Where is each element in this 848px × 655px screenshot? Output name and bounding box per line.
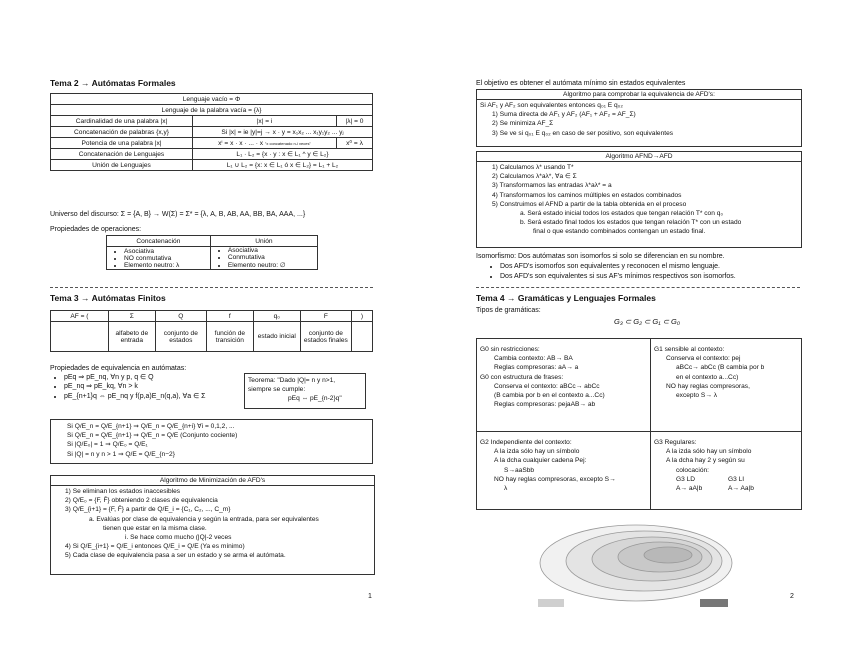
union-header: Unión (210, 236, 317, 247)
afnd-step: b. Será estado final todos los estados que tengan relación T* con un estado (520, 219, 742, 227)
list-item: • NO conmutativa (124, 255, 207, 262)
tema4-title: Tema 4 → Gramáticas y Lenguajes Formales (476, 293, 656, 303)
min-step: i. Se hace como mucho (|Q|-2 veces (125, 534, 232, 542)
cociente-box (50, 419, 373, 464)
min-step: 4) Si Q/E_{i+1} = Q/E_i entonces Q/E_i = Q/E (Ya es mínimo) (65, 543, 245, 551)
g1-line: excepto S→ λ (676, 392, 718, 400)
list-item: • Elemento neutro: ∅ (228, 261, 314, 269)
isomorfismo-list (486, 262, 736, 282)
teorema-line: siempre se cumple: (248, 386, 306, 394)
universo-discurso: Universo del discurso: Σ = {A, B} → W(Σ) = Σ* = {λ, A, B, AB, AA, BB, BA, AAA, ...} (50, 211, 306, 218)
af-head: Σ (108, 311, 155, 322)
eq-list (50, 373, 206, 401)
tema2-title: Tema 2 → Autómatas Formales (50, 78, 176, 88)
g1-line: en el contexto a...Cc) (676, 373, 739, 381)
g1-cell (651, 339, 801, 432)
list-item: • Dos AFD's son equivalentes si sus AF's mínimos respectivos son isomorfos. (500, 272, 736, 282)
gramatica-chain: G₃ ⊂ G₂ ⊂ G₁ ⊂ G₀ (614, 317, 681, 326)
g3-line: G3 Regulares: (654, 439, 697, 446)
list-item: • pE_nq ⇒ pE_kq, ∀n > k (64, 382, 206, 391)
page-number: 2 (790, 593, 794, 600)
objetivo: El objetivo es obtener el autómata mínimo sin estados equivalentes (476, 80, 686, 87)
page-number: 1 (368, 593, 372, 600)
eq-step: 3) Se ve si q₀₁ E q₀₂ en caso de ser positivo, son equivalentes (492, 129, 674, 137)
af-head: AF = ( (51, 311, 109, 322)
eq-step: 1) Suma directa de AF₁ y AF₂ (AF₁ + AF₂ = AF_Σ) (492, 111, 636, 119)
potencia-val: xⁱ = x · x · ... · x (218, 140, 264, 147)
minimizacion-box (50, 475, 375, 575)
potencia-note: "x concatenado n-i veces" (264, 141, 311, 146)
g3-li-rule: A→ Aa|b (728, 485, 754, 493)
afnd-step: a. Será estado inicial todos los estados que tengan relación T* con q₀ (520, 210, 724, 218)
chomsky-hierarchy-image (536, 515, 736, 610)
g0-line: G0 sin restricciones: (480, 346, 540, 353)
min-step: a. Evalúas por clase de equivalencia y según la entrada, para ser equivalentes (89, 515, 319, 523)
union-val: L₁ ∪ L₂ = {x: x ∈ L₁ ó x ∈ L₂} = L₁ + L₂ (193, 160, 373, 171)
divider (50, 287, 373, 288)
concat-lenguajes-val: L₁ · L₂ = {x · y : x ∈ L₁ ^ y ∈ L₂} (193, 149, 373, 160)
concat-lenguajes-label: Concatenación de Lenguajes (51, 149, 193, 160)
minimizacion-title: Algoritmo de Minimización de AFD's (51, 476, 374, 486)
equivalencia-title: Algoritmo para comprobar la equivalencia de AFD's: (477, 90, 801, 100)
g2-line: A la dcha cualquier cadena Pej: (494, 457, 587, 465)
list-item: • Asociativa (124, 248, 207, 255)
cociente-line: Si Q/E_n = Q/E_{n+1} ⇒ Q/E_n = Q/E_{n+i} ∀i = 0,1,2, ... (67, 423, 235, 430)
afnd-box (476, 151, 802, 248)
g1-line: G1 sensible al contexto: (654, 346, 725, 353)
list-item: • Asociativa (228, 247, 314, 254)
af-cell: estado inicial (253, 322, 300, 352)
g3-line: colocación: (676, 466, 709, 474)
tipos-gramaticas: Tipos de gramáticas: (476, 307, 541, 314)
operaciones-table (106, 235, 318, 270)
list-item: • Conmutativa (228, 254, 314, 261)
divider (476, 287, 800, 288)
propiedades-operaciones: Propiedades de operaciones: (50, 226, 142, 233)
af-cell: conjunto de estados finales (300, 322, 351, 352)
teorema-line: Teorema: "Dado |Q|= n y n>1, (248, 377, 336, 384)
g2-line: λ (504, 485, 508, 493)
list-item: • Elemento neutro: λ (124, 262, 207, 269)
eq-step: 2) Se minimiza AF_Σ (492, 120, 554, 128)
af-head: q₀ (253, 311, 300, 322)
min-step: 1) Se eliminan los estados inaccesibles (65, 488, 181, 495)
g1-line: aBCc→ abCc (B cambia por b (676, 364, 765, 372)
page-2 (424, 0, 848, 655)
g0-line: G0 con estructura de frases: (480, 373, 564, 381)
automata-formales-table (50, 93, 373, 171)
af-head: F (300, 311, 351, 322)
cociente-line: Si |Q/E₀| = 1 ⇒ Q/E₀ = Q/E₁ (67, 441, 148, 449)
afnd-step: final o que estando combinados contengan un estado final. (533, 228, 706, 236)
g2-line: NO hay reglas compresoras, excepto S→ (494, 475, 616, 483)
g3-ld-rule: A→ aA|b (676, 485, 703, 493)
potencia-label: Potencia de una palabra |x| (51, 138, 193, 149)
g0-line: (B cambia por b en el contexto a...Cc) (494, 392, 605, 400)
gramaticas-grid (476, 338, 802, 510)
propiedades-equivalencia: Propiedades de equivalencia en autómatas: (50, 365, 187, 372)
potencia-val2: x⁰ = λ (337, 138, 373, 149)
af-head: f (206, 311, 253, 322)
list-item: • pEq ⇒ pE_nq, ∀n y p, q ∈ Q (64, 373, 206, 382)
min-step: 2) Q/E₀ = {F, F̄} obteniendo 2 clases de equivalencia (65, 497, 218, 505)
eq-step: Si AF₁ y AF₂ son equivalentes entonces q₀₁ E q₀₂ (480, 102, 623, 109)
g0-line: Reglas compresoras: pejaAB→ ab (494, 401, 596, 409)
cociente-line: Si |Q| = n y n > 1 ⇒ Q/E = Q/E_{n−2} (67, 450, 175, 458)
af-definition-table (50, 310, 373, 352)
g0-line: Conserva el contexto: aBCc→ abCc (494, 382, 600, 390)
teorema-box (244, 373, 366, 409)
tema3-title: Tema 3 → Autómatas Finitos (50, 293, 166, 303)
g2-line: S→aaSbb (504, 466, 535, 474)
g3-li: G3 LI (728, 475, 745, 483)
afnd-step: 5) Construimos el AFND a partir de la tabla obtenida en el proceso (492, 200, 687, 208)
af-cell: conjunto de estados (155, 322, 206, 352)
lenguaje-vacio: Lenguaje vacío = Φ (51, 94, 373, 105)
equivalencia-box (476, 89, 802, 147)
g3-line: A la dcha hay 2 y según su (666, 457, 745, 465)
af-cell: función de transición (206, 322, 253, 352)
afnd-step: 3) Transformamos las entradas λ*aλ* = a (492, 182, 612, 190)
cardinalidad-label: Cardinalidad de una palabra |x| (51, 116, 193, 127)
g0-cell (477, 339, 651, 432)
af-head: ) (351, 311, 372, 322)
afnd-step: 2) Calculamos λ*aλ*, ∀a ∈ Σ (492, 173, 577, 181)
g3-line: A la izda sólo hay un símbolo (666, 448, 752, 456)
concatenacion-header: Concatenación (107, 236, 211, 247)
g1-line: Conserva el contexto: pej (666, 355, 741, 363)
cardinalidad-val2: |λ| = 0 (337, 116, 373, 127)
afnd-step: 4) Transformamos los caminos múltiples en estados combinados (492, 191, 682, 199)
cociente-line: Si Q/E_n = Q/E_{n+1} ⇒ Q/E_n = Q/E (Conjunto cociente) (67, 432, 238, 440)
g2-cell (477, 432, 651, 509)
cardinalidad-val: |x| = i (193, 116, 337, 127)
g3-ld: G3 LD (676, 475, 696, 483)
union-label: Unión de Lenguajes (51, 160, 193, 171)
g0-line: Cambia contexto: AB→ BA (494, 355, 573, 363)
min-step: 3) Q/E_{i+1} = {F, F̄} a partir de Q/E_i = {C₁, C₂, ..., C_m} (65, 506, 231, 514)
list-item: • pE_{n+1}q ⇔ pE_nq y f(p,a)E_n(q,a), ∀a ∈ Σ (64, 392, 206, 401)
min-step: tienen que estar en la misma clase. (103, 524, 207, 532)
g2-line: G2 Independiente del contexto: (480, 439, 572, 446)
g1-line: NO hay reglas compresoras, (666, 382, 750, 390)
afnd-title: Algoritmo AFND→AFD (477, 152, 801, 162)
g2-line: A la izda sólo hay un símbolo (494, 448, 580, 456)
g0-line: Reglas compresoras: aA→ a (494, 364, 579, 372)
min-step: 5) Cada clase de equivalencia pasa a ser un estado y se arma el autómata. (65, 552, 286, 560)
palabra-vacia: Lenguaje de la palabra vacía = {λ} (51, 105, 373, 116)
af-head: Q (155, 311, 206, 322)
isomorfismo: Isomorfismo: Dos autómatas son isomorfos si solo se diferencian en su nombre. (476, 253, 725, 260)
af-cell: alfabeto de entrada (108, 322, 155, 352)
list-item: • Dos AFD's isomorfos son equivalentes y reconocen el mismo lenguaje. (500, 262, 736, 272)
teorema-line: pEq ⇔ pE_{n-2}q" (288, 395, 342, 403)
concat-val: Si |x| = ie |y|=j → x · y = x₁x₂ ... x₁y₁y₂ ... yⱼ (193, 127, 373, 138)
g3-cell (651, 432, 801, 509)
concat-label: Concatenación de palabras {x,y} (51, 127, 193, 138)
afnd-step: 1) Calculamos λ* usando T* (492, 164, 574, 171)
